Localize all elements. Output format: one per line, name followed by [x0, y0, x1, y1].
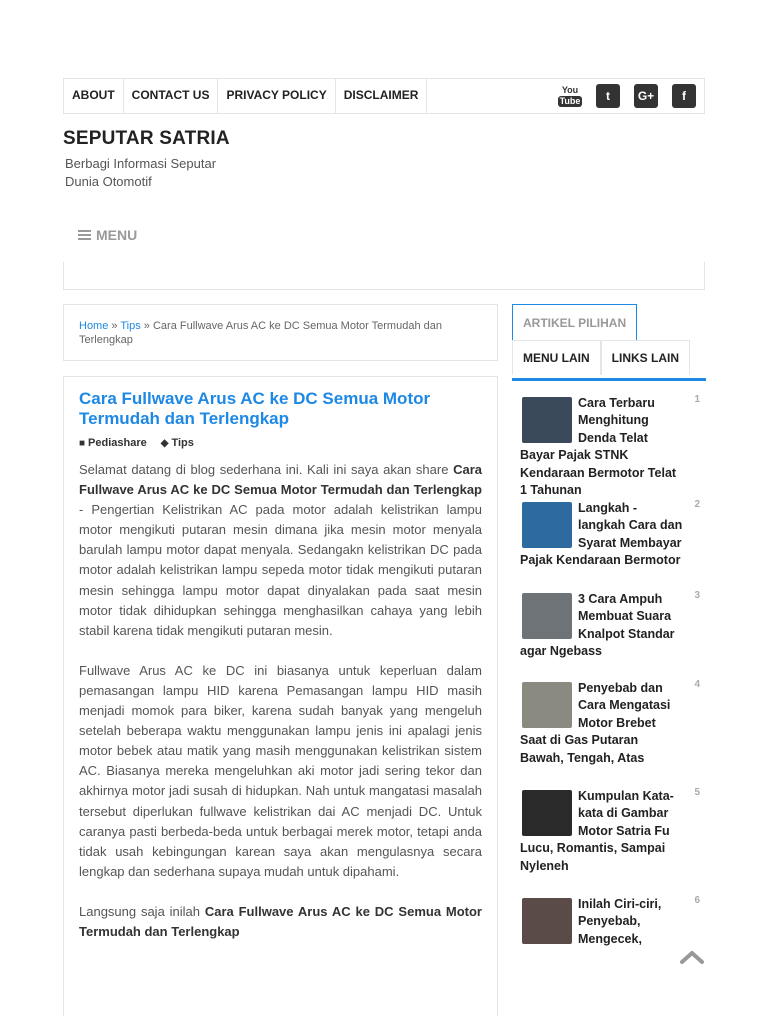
post-thumbnail[interactable] — [522, 593, 572, 639]
post-meta — [79, 437, 482, 449]
post-title[interactable]: Cara Fullwave Arus AC ke DC Semua Motor Termudah dan Terlengkap — [79, 389, 431, 428]
popular-post-item[interactable] — [520, 896, 702, 956]
post-paragraph: Fullwave Arus AC ke DC ini biasanya untuk keperluan dalam pemasangan lampu HID karena Pemasangan lampu HID masih menjadi momok para biker, karena sudah banyak yang mengeluh setelah beberapa waktu menggunakan lampu jenis ini apalagi jenis motor bebek atau matik yang masih menggunakan kelistrikan sistem AC. Biasanya mereka mengeluhkan aki motor jadi sering tekor dan akhirnya motor jadi susah di hidupkan. Nah untuk mangatasi masalah tersebut diperlukan fullwave kelistrikan dai AC menjadi DC. Untuk caranya pasti berbeda-beda untuk berbagai merek motor, tetapi anda tidak usah kebingungan karean saya akan mengulasnya secara lengkap dan sederhana supaya mudah untuk dipahami. — [79, 662, 482, 879]
scroll-to-top-icon[interactable] — [680, 950, 704, 964]
hamburger-icon — [78, 228, 91, 242]
twitter-icon[interactable] — [596, 84, 620, 108]
nav-contact-link[interactable]: CONTACT US — [124, 79, 219, 113]
post-author-name: Pediashare — [88, 437, 147, 449]
post-thumbnail[interactable] — [522, 502, 572, 548]
post-rank: 6 — [694, 895, 700, 906]
tab-artikel-pilihan[interactable]: ARTIKEL PILIHAN — [512, 304, 637, 340]
menu-button[interactable] — [78, 227, 137, 243]
post-rank: 3 — [694, 590, 700, 601]
popular-post-title[interactable]: Kumpulan Kata-kata di Gambar Motor Satria Fu Lucu, Romantis, Sampai Nyleneh — [520, 789, 674, 873]
facebook-icon-label: f — [682, 89, 686, 103]
social-links — [558, 84, 696, 108]
post-label[interactable] — [161, 437, 194, 449]
post-text: - Pengertian Kelistrikan AC pada motor adalah kelistrikan lampu motor mengikuti putaran mesin dimana jika mesin motor menyala barulah lampu motor dapat menyala. Sedangakn kelistrikan DC pada motor adalah kelistrikan lampu sepeda motor tidak mengikuti putaran mesin sehingga lampu motor dapat dinyalakan pada saat mesin motor tidak dihidupkan sehingga menghasilkan cahaya yang lebih stabil karena tidak mengikuti putaran mesin. — [79, 502, 482, 638]
post-label-name: Tips — [171, 437, 194, 449]
twitter-icon-label: t — [606, 89, 610, 103]
popular-post-title[interactable]: Langkah - langkah Cara dan Syarat Membayar Pajak Kendaraan Bermotor — [520, 501, 683, 568]
google-plus-icon[interactable] — [634, 84, 658, 108]
post-rank: 1 — [694, 394, 700, 405]
breadcrumb — [63, 304, 498, 361]
popular-post-item[interactable] — [520, 788, 702, 896]
tags-icon: ◆ — [160, 438, 169, 449]
youtube-icon-label: You — [561, 84, 579, 95]
youtube-icon[interactable] — [558, 84, 582, 108]
popular-post-title[interactable]: 3 Cara Ampuh Membuat Suara Knalpot Standar agar Ngebass — [520, 592, 675, 659]
post-paragraph — [79, 902, 482, 942]
post-bold-text: Cara Fullwave Arus AC ke DC Semua Motor Termudah dan Terlengkap — [79, 462, 482, 498]
popular-post-title[interactable]: Penyebab dan Cara Mengatasi Motor Brebet Saat di Gas Putaran Bawah, Tengah, Atas — [520, 681, 671, 765]
post-thumbnail[interactable] — [522, 682, 572, 728]
nav-about-link[interactable]: ABOUT — [64, 79, 124, 113]
post-rank: 4 — [694, 679, 700, 690]
google-plus-icon-label: G+ — [637, 89, 655, 103]
post-author[interactable] — [79, 437, 147, 449]
breadcrumb-tips-link[interactable]: Tips — [120, 320, 141, 332]
top-navigation — [63, 78, 705, 114]
post-rank: 5 — [694, 787, 700, 798]
site-description: Berbagi Informasi Seputar Dunia Otomotif — [65, 156, 217, 189]
nav-privacy-link[interactable]: PRIVACY POLICY — [218, 79, 335, 113]
popular-post-item[interactable] — [520, 591, 702, 680]
facebook-icon[interactable] — [672, 84, 696, 108]
top-nav-links — [64, 79, 427, 113]
popular-posts-list — [520, 395, 702, 956]
popular-post-title[interactable]: Inilah Ciri-ciri, Penyebab, Mengecek, — [578, 897, 662, 946]
breadcrumb-current: Cara Fullwave Arus AC ke DC Semua Motor Termudah dan Terlengkap — [79, 320, 442, 346]
sidebar-tabs — [512, 340, 706, 381]
popular-post-item[interactable] — [520, 395, 702, 500]
nav-disclaimer-link[interactable]: DISCLAIMER — [336, 79, 428, 113]
menu-label: MENU — [96, 227, 138, 243]
site-title[interactable]: SEPUTAR SATRIA — [63, 128, 230, 149]
post-thumbnail[interactable] — [522, 397, 572, 443]
post-thumbnail[interactable] — [522, 790, 572, 836]
breadcrumb-separator: » — [108, 320, 121, 332]
breadcrumb-separator: » — [140, 320, 153, 332]
post-article — [63, 376, 498, 1016]
post-paragraph — [79, 460, 482, 641]
popular-post-item[interactable] — [520, 680, 702, 788]
post-bold-text: Cara Fullwave Arus AC ke DC Semua Motor Termudah dan Terlengkap — [79, 903, 482, 939]
post-text: Selamat datang di blog sederhana ini. Kali ini saya akan share — [79, 462, 454, 477]
post-text: Langsung saja inilah — [79, 903, 205, 919]
header-strip — [63, 262, 705, 290]
breadcrumb-home-link[interactable]: Home — [79, 320, 109, 332]
youtube-icon-sub: Tube — [559, 95, 581, 106]
tab-menu-lain[interactable]: MENU LAIN — [512, 340, 601, 375]
post-rank: 2 — [694, 499, 700, 510]
tab-links-lain[interactable]: LINKS LAIN — [601, 340, 690, 375]
popular-post-title[interactable]: Cara Terbaru Menghitung Denda Telat Bayar Pajak STNK Kendaraan Bermotor Telat 1 Tahunan — [520, 396, 677, 498]
post-thumbnail[interactable] — [522, 898, 572, 944]
user-icon: ■ — [79, 438, 86, 449]
sidebar-tabs-top — [512, 304, 637, 340]
popular-post-item[interactable] — [520, 500, 702, 591]
